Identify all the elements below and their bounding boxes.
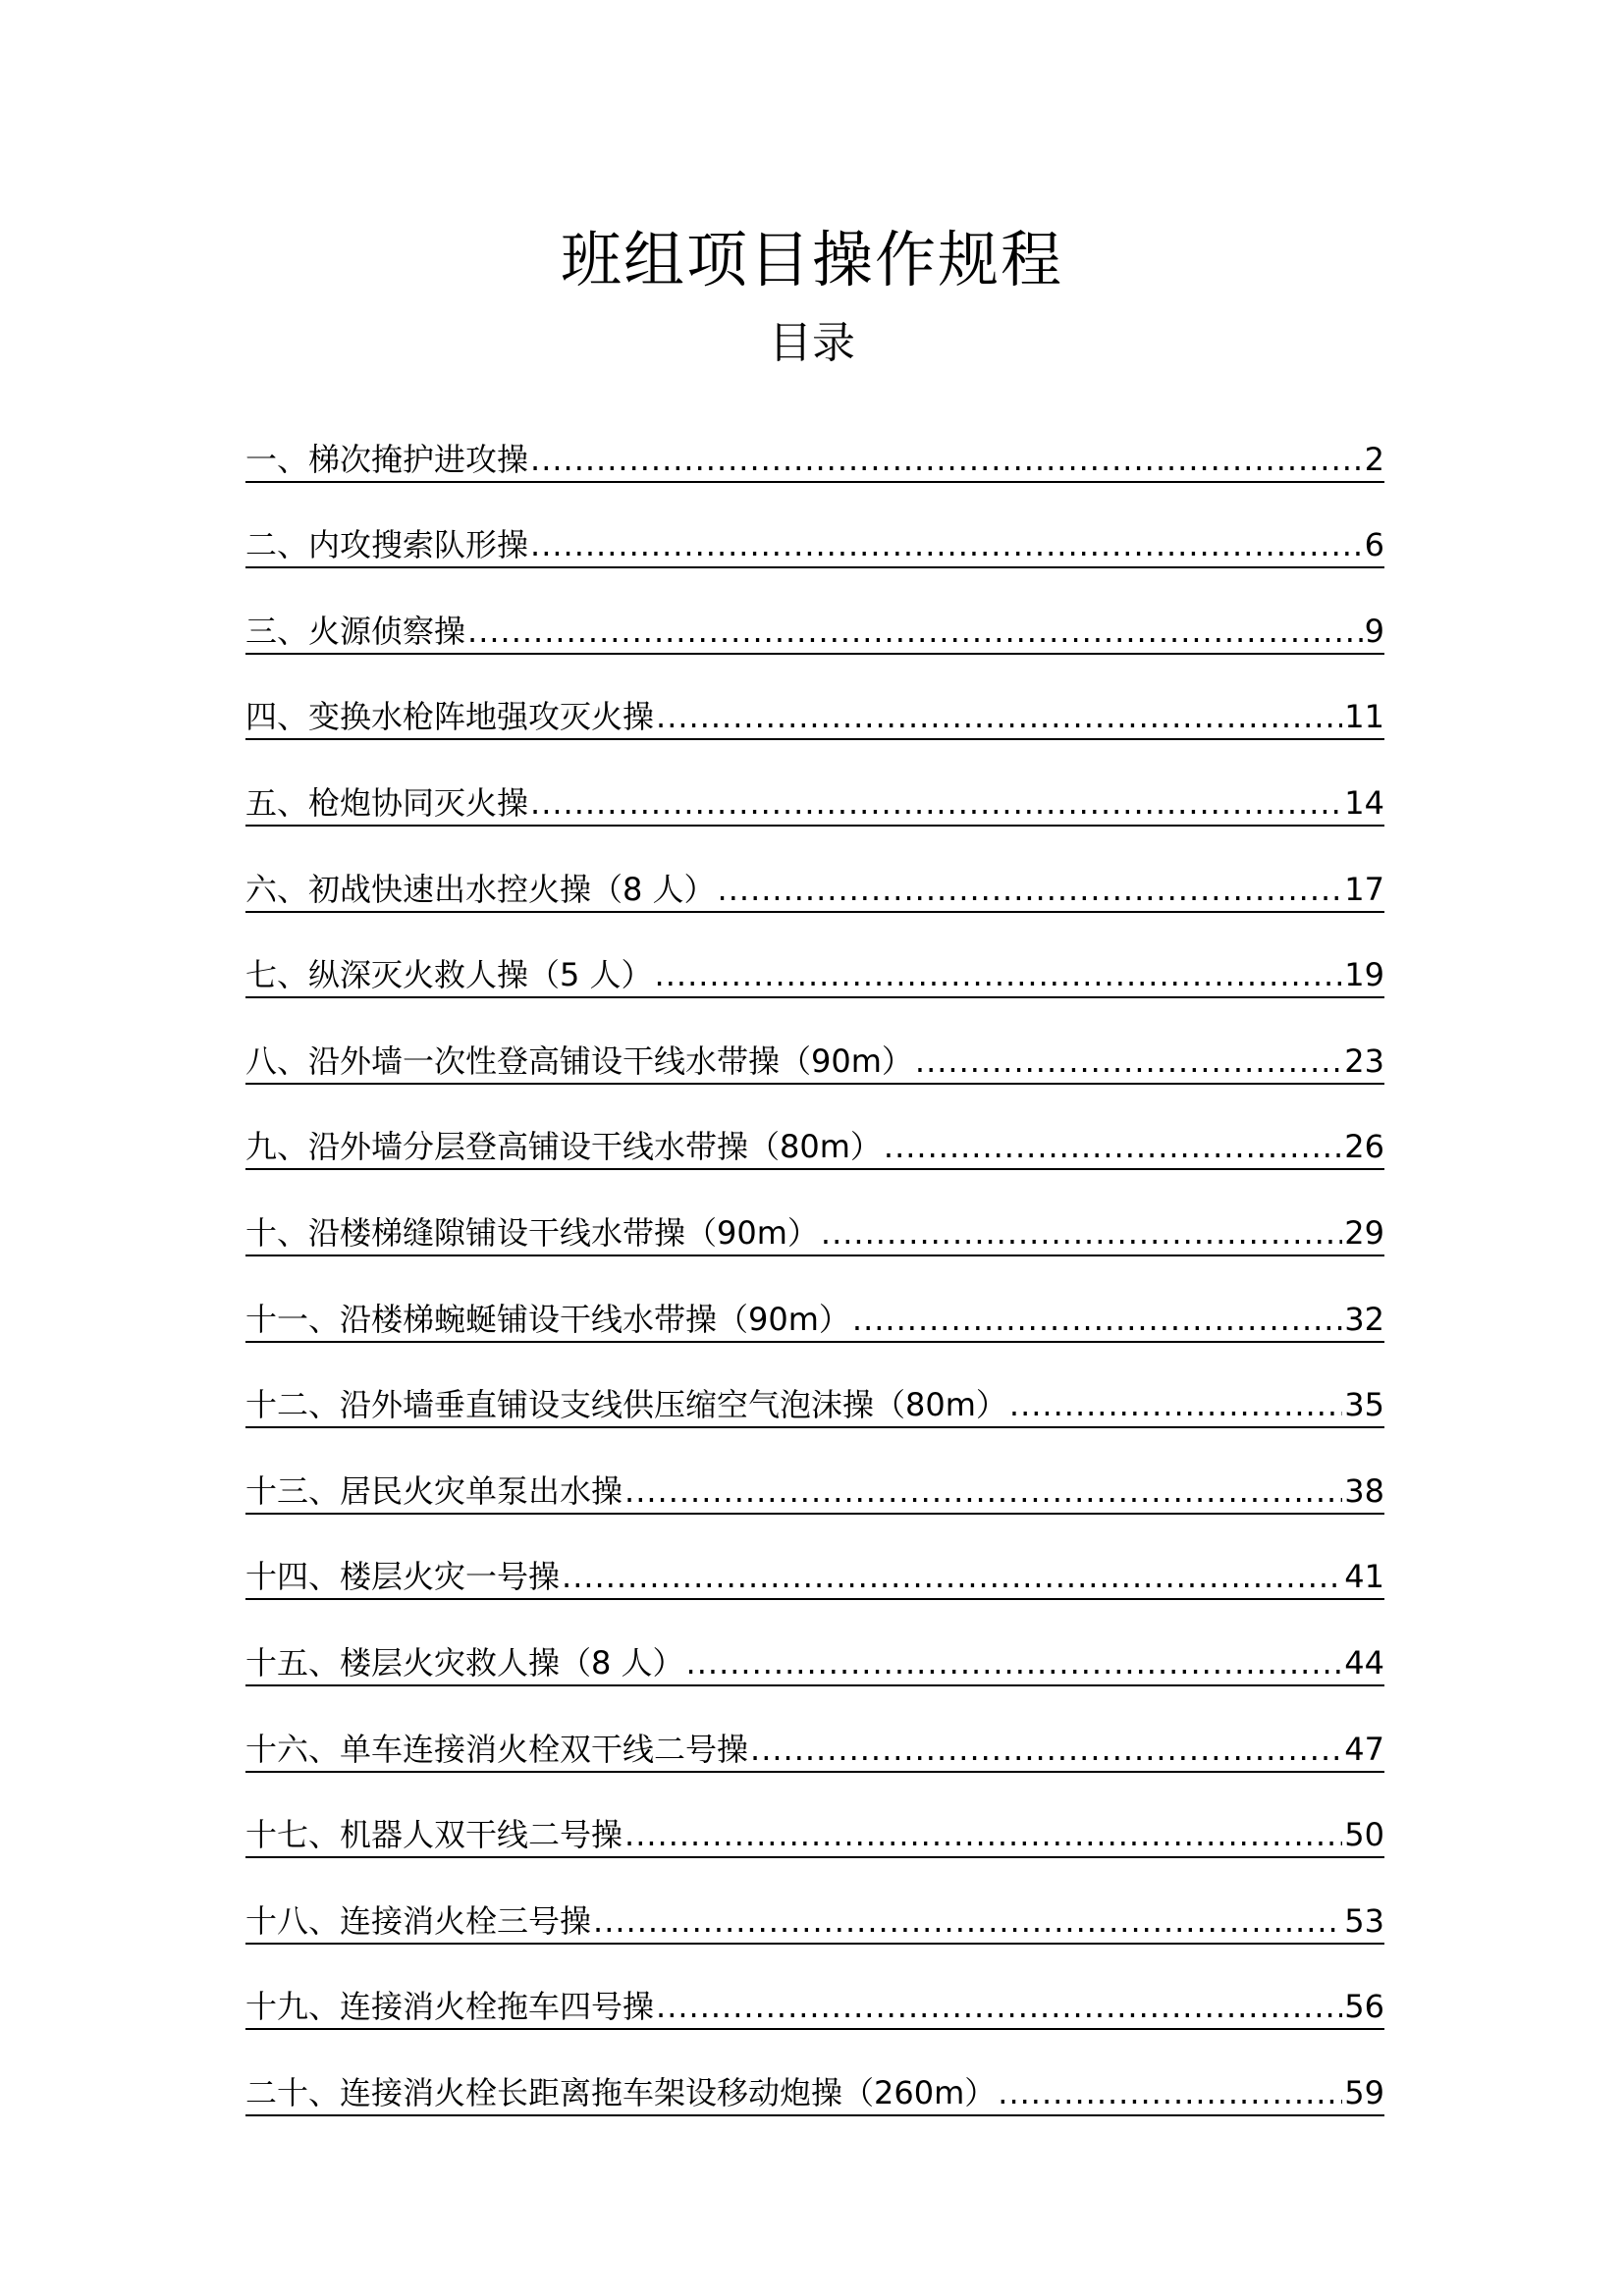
dot-leader xyxy=(750,1728,1342,1771)
toc-entry xyxy=(245,1515,1384,1601)
dot-leader xyxy=(624,1813,1342,1856)
dot-leader xyxy=(467,610,1363,653)
toc-entry-page: 53 xyxy=(1344,1901,1384,1940)
dot-leader xyxy=(655,953,1343,996)
toc-entry-label: 一、梯次掩护进攻操 xyxy=(245,440,529,478)
dot-leader xyxy=(915,1040,1342,1083)
toc-entry-page: 47 xyxy=(1344,1730,1384,1768)
dot-leader xyxy=(1009,1383,1342,1426)
dot-leader xyxy=(998,2071,1342,2114)
toc-heading: 目录 xyxy=(769,318,855,368)
dot-leader xyxy=(530,781,1342,825)
toc-entry-page: 23 xyxy=(1344,1041,1384,1080)
toc-entry-label: 二、内攻搜索队形操 xyxy=(245,526,529,564)
toc-link[interactable] xyxy=(245,1383,1384,1428)
dot-leader xyxy=(656,695,1342,738)
toc-entry-label: 八、沿外墙一次性登高铺设干线水带操（90m） xyxy=(245,1041,913,1080)
toc-entry-page: 56 xyxy=(1344,1988,1384,2026)
toc-entry-label: 五、枪炮协同灭火操 xyxy=(245,783,529,822)
toc-link[interactable] xyxy=(245,1555,1384,1600)
toc-entry-page: 50 xyxy=(1344,1816,1384,1854)
toc-entry xyxy=(245,913,1384,999)
toc-entry xyxy=(245,1945,1384,2031)
toc-link[interactable] xyxy=(245,523,1384,568)
toc-entry-page: 9 xyxy=(1364,612,1384,650)
toc-entry xyxy=(245,1343,1384,1429)
toc-entry xyxy=(245,1686,1384,1773)
toc-link[interactable] xyxy=(245,1728,1384,1773)
toc-entry-label: 九、沿外墙分层登高铺设干线水带操（80m） xyxy=(245,1128,882,1166)
toc-entry xyxy=(245,1256,1384,1343)
toc-entry xyxy=(245,1858,1384,1945)
toc-entry-label: 三、火源侦察操 xyxy=(245,612,466,650)
toc-link[interactable] xyxy=(245,1125,1384,1170)
toc-entry xyxy=(245,483,1384,569)
toc-entry xyxy=(245,1428,1384,1515)
toc-entry-label: 十六、单车连接消火栓双干线二号操 xyxy=(245,1730,749,1768)
toc-entry-label: 十、沿楼梯缝隙铺设干线水带操（90m） xyxy=(245,1213,819,1252)
toc-link[interactable] xyxy=(245,610,1384,655)
toc-entry-page: 29 xyxy=(1344,1213,1384,1252)
toc-link[interactable] xyxy=(245,1813,1384,1858)
toc-entry-page: 35 xyxy=(1344,1386,1384,1424)
toc-entry xyxy=(245,2030,1384,2116)
dot-leader xyxy=(718,868,1343,911)
dot-leader xyxy=(821,1211,1342,1255)
toc-entry-page: 17 xyxy=(1344,870,1384,908)
toc-entry-page: 38 xyxy=(1344,1471,1384,1510)
toc-entry xyxy=(245,1773,1384,1859)
toc-link[interactable] xyxy=(245,1469,1384,1515)
table-of-contents xyxy=(245,397,1384,2116)
toc-link[interactable] xyxy=(245,695,1384,740)
dot-leader xyxy=(656,1985,1342,2028)
toc-link[interactable] xyxy=(245,1211,1384,1256)
toc-entry xyxy=(245,1170,1384,1256)
toc-link[interactable] xyxy=(245,1040,1384,1085)
toc-entry-label: 十三、居民火灾单泵出水操 xyxy=(245,1471,623,1510)
toc-entry-label: 十四、楼层火灾一号操 xyxy=(245,1558,561,1596)
toc-entry-page: 44 xyxy=(1344,1643,1384,1682)
toc-entry-page: 19 xyxy=(1344,956,1384,994)
toc-link[interactable] xyxy=(245,781,1384,827)
document-title: 班组项目操作规程 xyxy=(560,224,1063,295)
toc-link[interactable] xyxy=(245,2071,1384,2116)
toc-entry xyxy=(245,655,1384,741)
dot-leader xyxy=(686,1641,1343,1684)
toc-entry-page: 14 xyxy=(1344,783,1384,822)
toc-link[interactable] xyxy=(245,1985,1384,2030)
toc-entry xyxy=(245,1085,1384,1171)
toc-entry xyxy=(245,998,1384,1085)
toc-entry-label: 十九、连接消火栓拖车四号操 xyxy=(245,1988,655,2026)
toc-link[interactable] xyxy=(245,438,1384,483)
toc-entry-label: 十二、沿外墙垂直铺设支线供压缩空气泡沫操（80m） xyxy=(245,1386,1007,1424)
toc-link[interactable] xyxy=(245,953,1384,998)
toc-entry xyxy=(245,568,1384,655)
toc-entry-label: 七、纵深灭火救人操（5 人） xyxy=(245,956,653,994)
toc-entry-label: 十八、连接消火栓三号操 xyxy=(245,1901,592,1940)
dot-leader xyxy=(884,1125,1342,1168)
dot-leader xyxy=(852,1298,1342,1341)
toc-entry xyxy=(245,827,1384,913)
toc-entry-page: 59 xyxy=(1344,2073,1384,2111)
toc-entry-label: 十一、沿楼梯蜿蜒铺设干线水带操（90m） xyxy=(245,1300,850,1338)
dot-leader xyxy=(530,523,1363,566)
toc-link[interactable] xyxy=(245,1298,1384,1343)
toc-entry-page: 11 xyxy=(1344,698,1384,736)
toc-entry-label: 二十、连接消火栓长距离拖车架设移动炮操（260m） xyxy=(245,2073,997,2111)
toc-link[interactable] xyxy=(245,1899,1384,1945)
toc-entry-label: 四、变换水枪阵地强攻灭火操 xyxy=(245,698,655,736)
dot-leader xyxy=(562,1555,1342,1598)
toc-entry-page: 2 xyxy=(1364,440,1384,478)
toc-entry-label: 六、初战快速出水控火操（8 人） xyxy=(245,870,716,908)
toc-entry-page: 32 xyxy=(1344,1300,1384,1338)
toc-entry-page: 6 xyxy=(1364,526,1384,564)
dot-leader xyxy=(593,1899,1342,1943)
toc-entry-label: 十五、楼层火灾救人操（8 人） xyxy=(245,1643,684,1682)
toc-entry xyxy=(245,740,1384,827)
toc-link[interactable] xyxy=(245,1641,1384,1686)
toc-entry xyxy=(245,397,1384,483)
dot-leader xyxy=(624,1469,1342,1513)
toc-entry-page: 26 xyxy=(1344,1128,1384,1166)
toc-entry-page: 41 xyxy=(1344,1558,1384,1596)
dot-leader xyxy=(530,438,1363,481)
toc-link[interactable] xyxy=(245,868,1384,913)
toc-entry xyxy=(245,1600,1384,1686)
toc-entry-label: 十七、机器人双干线二号操 xyxy=(245,1816,623,1854)
